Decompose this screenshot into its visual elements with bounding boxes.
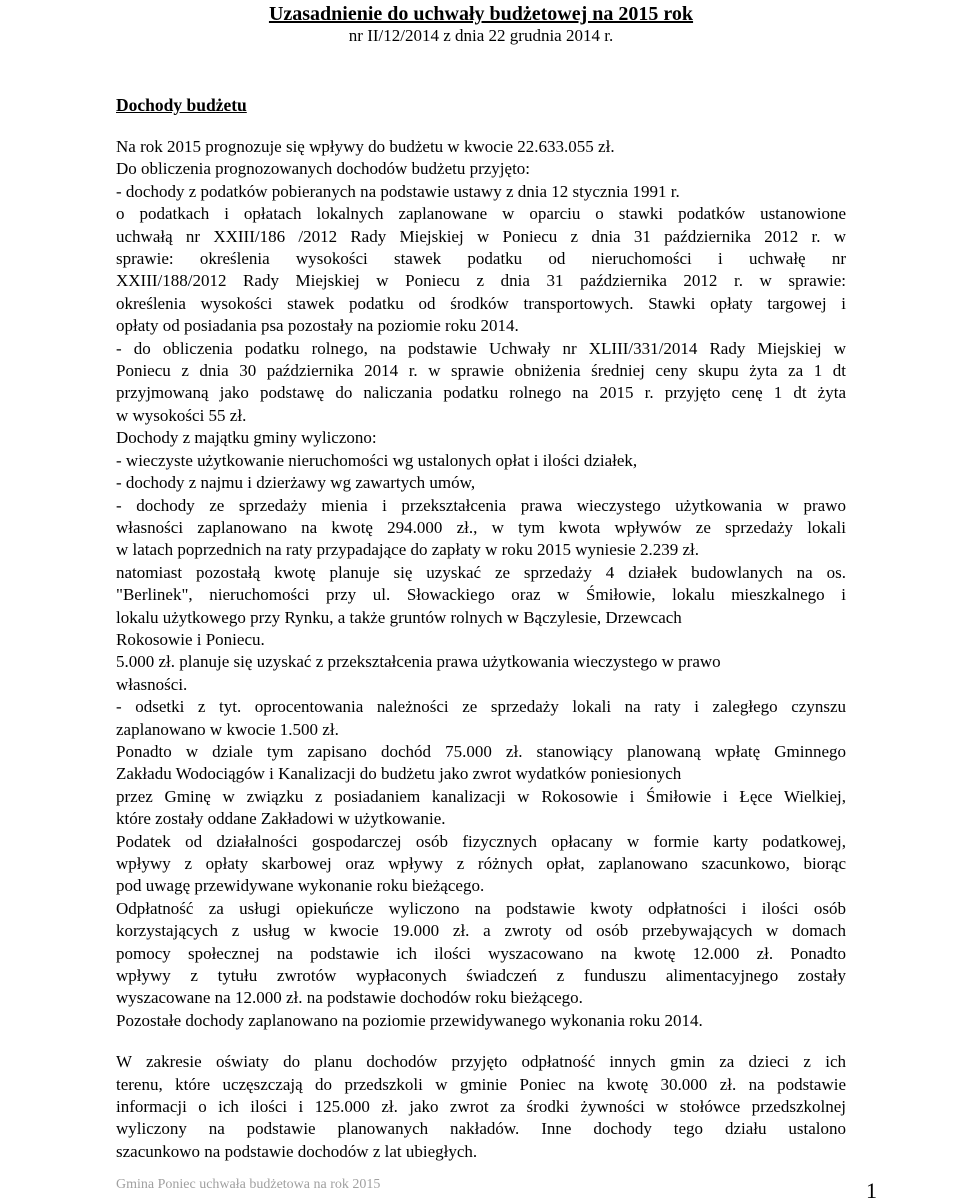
body-line: Pozostałe dochody zaplanowano na poziomie przewidywanego wykonania roku 2014. — [116, 1010, 703, 1030]
body-line: w latach poprzednich na raty przypadające do zapłaty w roku 2015 wyniesie 2.239 zł. — [116, 540, 699, 560]
title-block — [116, 2, 846, 46]
page-number: 1 — [866, 1178, 877, 1203]
body-line: pod uwagę przewidywane wykonanie roku bieżącego. — [116, 876, 485, 896]
body-line: Dochody z majątku gminy wyliczono: — [116, 428, 377, 448]
body-line: wpływy z tytułu zwrotów wypłaconych świadczeń z funduszu alimentacyjnego zostały — [116, 966, 846, 986]
body-line: o podatkach i opłatach lokalnych zaplanowane w oparciu o stawki podatków ustanowione — [116, 204, 846, 224]
body-line: korzystających z usług w kwocie 19.000 zł. a zwroty od osób przebywających w domach — [116, 921, 846, 941]
body-line: Podatek od działalności gospodarczej osób fizycznych opłacany w formie karty podatkowej, — [116, 831, 846, 851]
body-line: Ponadto w dziale tym zapisano dochód 75.000 zł. stanowiący planowaną wpłatę Gminnego — [116, 741, 846, 761]
body-line: sprawie: określenia wysokości stawek podatku od nieruchomości i uchwałę nr — [116, 249, 846, 269]
body-line: przyjmowaną jako podstawę do naliczania podatku rolnego na 2015 r. przyjęto cenę 1 dt żyta — [116, 383, 846, 403]
body-line: zaplanowano w kwocie 1.500 zł. — [116, 719, 339, 739]
body-line: wpływy z opłaty skarbowej oraz wpływy z różnych opłat, zaplanowano szacunkowo, biorąc — [116, 854, 846, 873]
body-line: - dochody z podatków pobieranych na podstawie ustawy z dnia 12 stycznia 1991 r. — [116, 181, 680, 201]
body-line: XXIII/188/2012 Rady Miejskiej w Poniecu z dnia 31 października 2012 r. w sprawie: — [116, 271, 846, 291]
body-line: - odsetki z tyt. oprocentowania należności ze sprzedaży lokali na raty i zaległego czynszu — [116, 697, 846, 717]
body-line: uchwałą nr XXIII/186 /2012 Rady Miejskiej w Poniecu z dnia 31 października 2012 r. w — [116, 226, 846, 246]
body-line: - do obliczenia podatku rolnego, na podstawie Uchwały nr XLIII/331/2014 Rady Miejskiej w — [116, 338, 846, 358]
body-line: pomocy społecznej na podstawie ich ilości wyszacowano na kwotę 12.000 zł. Ponadto — [116, 943, 846, 963]
body-line: które zostały oddane Zakładowi w użytkowanie. — [116, 809, 446, 829]
body-line: Odpłatność za usługi opiekuńcze wyliczono na podstawie kwoty odpłatności i ilości osób — [116, 898, 846, 918]
document-subtitle: nr II/12/2014 z dnia 22 grudnia 2014 r. — [348, 26, 614, 45]
paragraph-gap — [116, 1032, 846, 1051]
body-line: Na rok 2015 prognozuje się wpływy do budżetu w kwocie 22.633.055 zł. — [116, 137, 615, 156]
body-line: 5.000 zł. planuje się uzyskać z przekształcenia prawa użytkowania wieczystego w prawo — [116, 652, 721, 672]
section-heading: Dochody budżetu — [116, 95, 247, 115]
body-line: - dochody ze sprzedaży mienia i przekształcenia prawa wieczystego użytkowania w prawo — [116, 495, 846, 515]
body-text — [116, 136, 846, 1163]
body-line: w wysokości 55 zł. — [116, 405, 247, 425]
body-line: - wieczyste użytkowanie nieruchomości wg ustalonych opłat i ilości działek, — [116, 450, 638, 470]
body-line: natomiast pozostałą kwotę planuje się uzyskać ze sprzedaży 4 działek budowlanych na os. — [116, 562, 846, 582]
body-line: wyliczony na podstawie planowanych nakładów. Inne dochody tego działu ustalono — [116, 1119, 846, 1139]
body-line: Zakładu Wodociągów i Kanalizacji do budżetu jako zwrot wydatków poniesionych — [116, 764, 682, 784]
body-line: - dochody z najmu i dzierżawy wg zawartych umów, — [116, 473, 476, 493]
body-line: własności. — [116, 674, 188, 694]
document-title: Uzasadnienie do uchwały budżetowej na 2015 rok — [268, 3, 694, 25]
body-line: określenia wysokości stawek podatku od środków transportowych. Stawki opłaty targowej i — [116, 293, 846, 313]
body-line: lokalu użytkowego przy Rynku, a także gruntów rolnych w Bączylesie, Drzewcach — [116, 607, 682, 627]
body-line: Rokosowie i Poniecu. — [116, 629, 265, 649]
body-line: "Berlinek", nieruchomości przy ul. Słowackiego oraz w Śmiłowie, lokalu mieszkalnego i — [116, 585, 846, 605]
body-line: wyszacowane na 12.000 zł. na podstawie dochodów roku bieżącego. — [116, 988, 583, 1008]
body-line: szacunkowo na podstawie dochodów z lat ubiegłych. — [116, 1141, 478, 1161]
body-line: przez Gminę w związku z posiadaniem kanalizacji w Rokosowie i Śmiłowie i Łęce Wielkiej, — [116, 786, 846, 806]
body-line: Poniecu z dnia 30 października 2014 r. w sprawie obniżenia średniej ceny skupu żyta za 1 dt — [116, 361, 846, 381]
body-line: opłaty od posiadania psa pozostały na poziomie roku 2014. — [116, 316, 519, 336]
body-line: własności zaplanowano na kwotę 294.000 zł., w tym kwota wpływów ze sprzedaży lokali — [116, 517, 846, 537]
footer-text: Gmina Poniec uchwała budżetowa na rok 2015 — [116, 1177, 381, 1192]
body-line: Do obliczenia prognozowanych dochodów budżetu przyjęto: — [116, 159, 531, 179]
body-line: informacji o ich ilości i 125.000 zł. jako zwrot za środki żywności w stołówce przedszkolnej — [116, 1097, 846, 1117]
body-line: W zakresie oświaty do planu dochodów przyjęto odpłatność innych gmin za dzieci z ich — [116, 1052, 846, 1072]
body-line: terenu, które uczęszczają do przedszkoli w gminie Poniec na kwotę 30.000 zł. na podstawie — [116, 1074, 846, 1094]
